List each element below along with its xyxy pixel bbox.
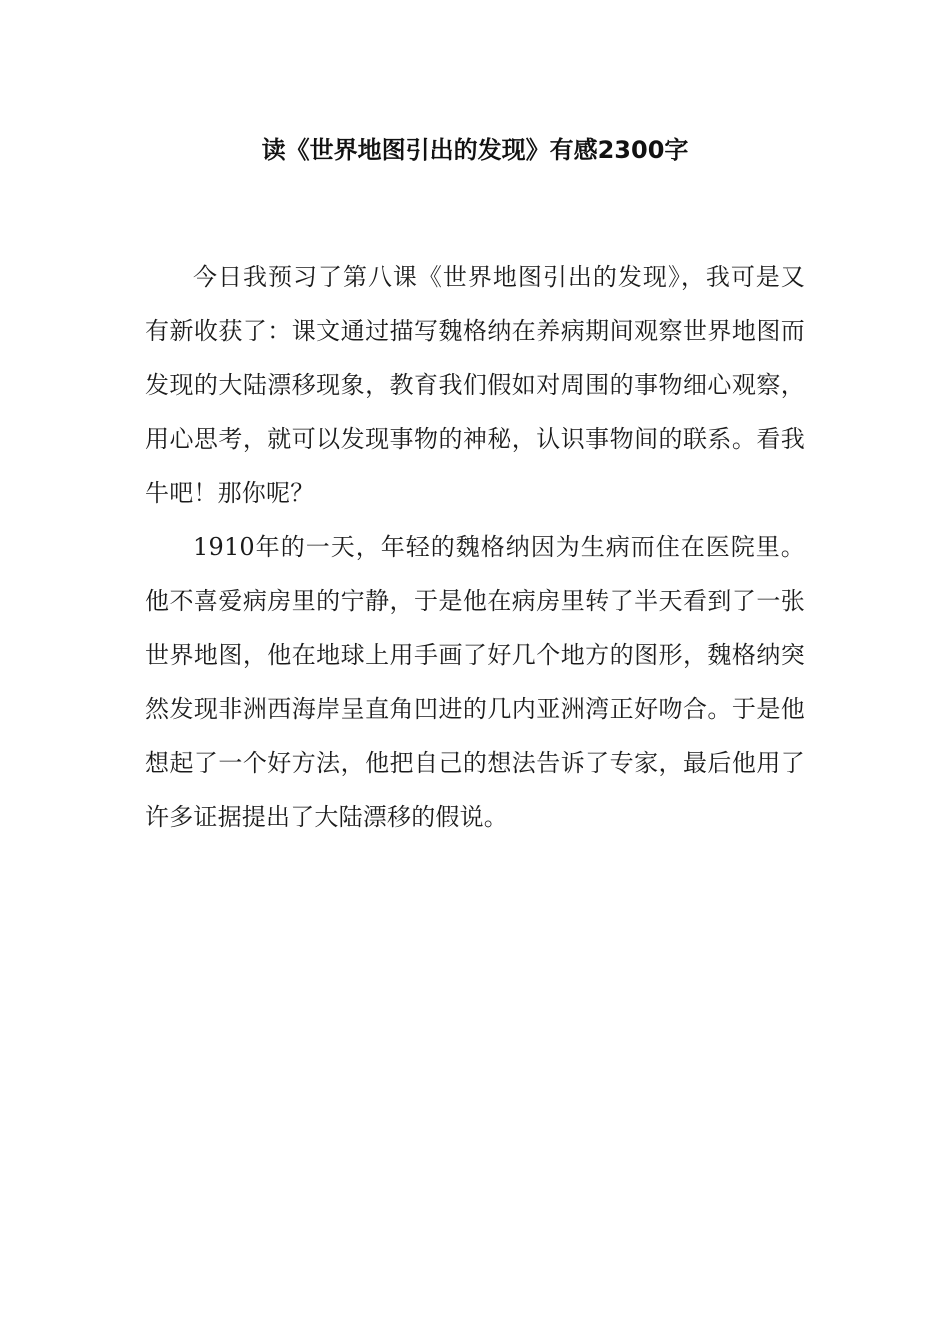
document-body — [145, 250, 805, 844]
paragraph-2: 1910年的一天，年轻的魏格纳因为生病而住在医院里。他不喜爱病房里的宁静，于是他在病房里转了半天看到了一张世界地图，他在地球上用手画了好几个地方的图形，魏格纳突然发现非洲西海岸呈直角凹进的几内亚洲湾正好吻合。于是他想起了一个好方法，他把自己的想法告诉了专家，最后他用了许多证据提出了大陆漂移的假说。 — [145, 533, 805, 831]
document-title: 读《世界地图引出的发现》有感2300字 — [261, 136, 689, 164]
paragraph-1: 今日我预习了第八课《世界地图引出的发现》，我可是又有新收获了：课文通过描写魏格纳在养病期间观察世界地图而发现的大陆漂移现象，教育我们假如对周围的事物细心观察，用心思考，就可以发现事物的神秘，认识事物间的联系。看我牛吧！那你呢？ — [145, 263, 805, 507]
